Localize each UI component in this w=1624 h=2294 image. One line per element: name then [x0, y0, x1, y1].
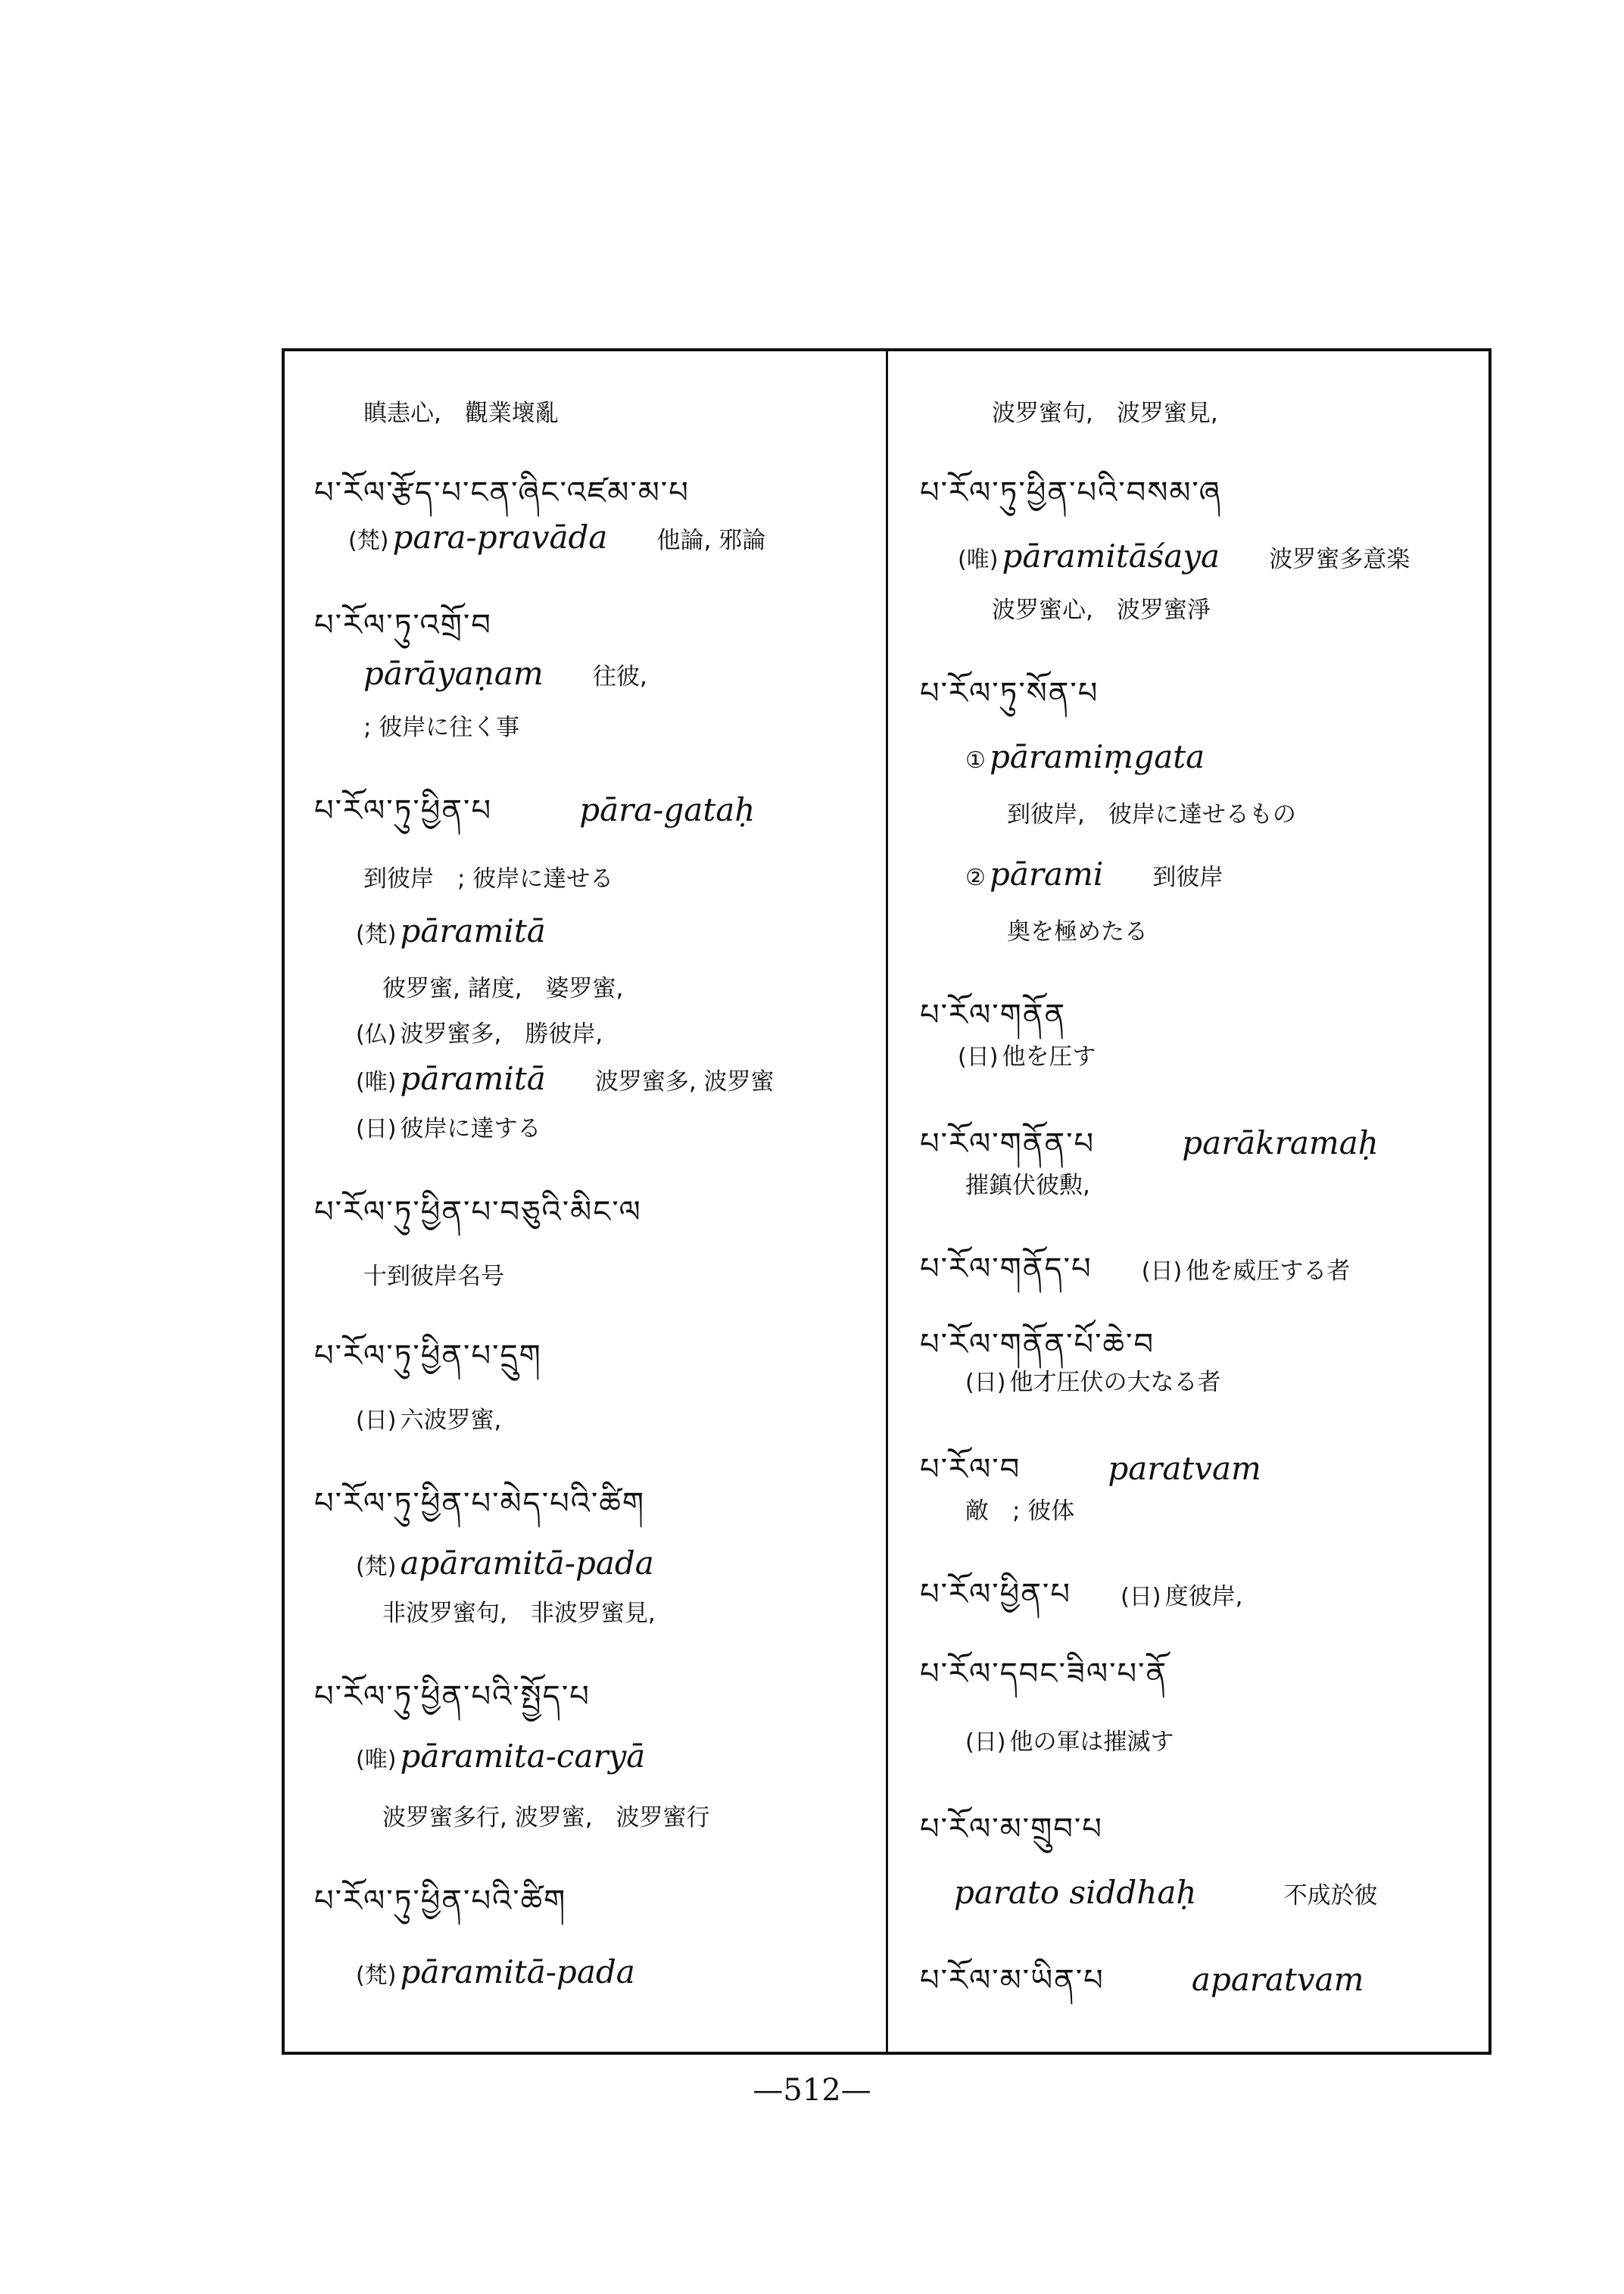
left-entry-5: (唯) pāramitā 波罗蜜多, 波罗蜜 — [356, 1060, 775, 1097]
left-line-3: 到彼岸 ; 彼岸に達せる — [363, 865, 614, 893]
left-tibetan-3: པ་རོལ་ཏུ་ཕྱིན་པ pāra-gataḥ — [314, 791, 756, 828]
right-tibetan-8: པ་རོལ་ཕྱིན་པ (日) 度彼岸, — [920, 1577, 1243, 1612]
left-entry-3: (梵) pāramitā — [356, 912, 546, 949]
right-entry-7: parato siddhaḥ 不成於彼 — [954, 1874, 1378, 1911]
right-tibetan-10: པ་རོལ་མ་གྲུབ་པ — [920, 1812, 1103, 1847]
right-entry-2: ① pāramiṃgata — [965, 738, 1205, 775]
left-entry-10: (梵) pāramitā-pada — [356, 1953, 635, 1990]
right-tibetan-5: པ་རོལ་གནོད་པ (日) 他を威圧する者 — [920, 1251, 1351, 1286]
left-line-2: ; 彼岸に往く事 — [363, 714, 520, 741]
left-entry-6: (日) 彼岸に達する — [356, 1115, 541, 1142]
right-tibetan-7: པ་རོལ་བ paratvam — [920, 1450, 1261, 1487]
left-entry-7: (日) 六波罗蜜, — [356, 1407, 502, 1434]
right-tibetan-11: པ་རོལ་མ་ཡིན་པ aparatvam — [920, 1961, 1364, 1998]
right-tibetan-4: པ་རོལ་གནོན་པ parākramaḥ — [920, 1124, 1379, 1161]
left-entry-8: (梵) apāramitā-pada — [356, 1544, 654, 1582]
left-line-6: 非波罗蜜句, 非波罗蜜見, — [382, 1600, 656, 1627]
right-line-6: 敵 ; 彼体 — [965, 1498, 1075, 1525]
right-tibetan-9: པ་རོལ་དབང་ཟིལ་པ་ནོ — [920, 1657, 1168, 1691]
right-tibetan-3: པ་རོལ་གནོན — [920, 998, 1067, 1033]
right-line-4: 奥を極めたる — [1007, 918, 1148, 946]
right-tibetan-6: པ་རོལ་གནོན་པོ་ཆེ་བ — [920, 1327, 1155, 1362]
right-entry-4: (日) 他を圧す — [958, 1043, 1096, 1071]
left-tibetan-1: པ་རོལ་རྩོད་པ་ངན་ཞིང་འཛམ་མ་པ — [314, 475, 690, 510]
left-entry-4: (仏) 波罗蜜多, 勝彼岸, — [356, 1021, 603, 1048]
right-entry-6: (日) 他の軍は摧滅す — [965, 1728, 1174, 1756]
right-line-5: 摧鎮伏彼勲, — [965, 1172, 1090, 1199]
left-entry-1: (梵) para-pravāda 他論, 邪論 — [348, 519, 766, 556]
right-line-2: 波罗蜜心, 波罗蜜淨 — [992, 597, 1211, 624]
left-tibetan-4: པ་རོལ་ཏུ་ཕྱིན་པ་བཅུའི་མིང་ལ — [314, 1195, 642, 1230]
page-number: —512— — [753, 2073, 871, 2108]
left-entry-9: (唯) pāramita-caryā — [356, 1738, 646, 1775]
left-tibetan-2: པ་རོལ་ཏུ་འགྲོ་བ — [314, 608, 492, 643]
right-tibetan-1: པ་རོལ་ཏུ་ཕྱིན་པའི་བསམ་ཞ — [920, 475, 1222, 510]
right-line-3: 到彼岸, 彼岸に達せるもの — [1007, 801, 1296, 828]
left-line-7: 波罗蜜多行, 波罗蜜, 波罗蜜行 — [382, 1804, 710, 1831]
right-entry-1: (唯) pāramitāśaya 波罗蜜多意楽 — [958, 538, 1410, 575]
left-tibetan-8: པ་རོལ་ཏུ་ཕྱིན་པའི་ཚིག — [314, 1884, 567, 1918]
right-tibetan-2: པ་རོལ་ཏུ་སོན་པ — [920, 676, 1099, 711]
right-entry-5: (日) 他才圧伏の大なる者 — [965, 1369, 1221, 1396]
left-line-4: 彼罗蜜, 諸度, 婆罗蜜, — [382, 975, 624, 1002]
left-entry-2: pārāyaṇam 往彼, — [363, 655, 647, 692]
right-entry-3: ② pārami 到彼岸 — [965, 856, 1223, 893]
column-divider — [886, 348, 888, 2055]
left-tibetan-5: པ་རོལ་ཏུ་ཕྱིན་པ་དྲུག — [314, 1339, 542, 1373]
left-line-5: 十到彼岸名号 — [363, 1263, 504, 1290]
left-line-1: 瞋恚心, 觀業壞亂 — [363, 400, 559, 427]
right-line-1: 波罗蜜句, 波罗蜜見, — [992, 400, 1218, 427]
left-tibetan-6: པ་རོལ་ཏུ་ཕྱིན་པ་མེད་པའི་ཚིག — [314, 1486, 645, 1521]
left-tibetan-7: པ་རོལ་ཏུ་ཕྱིན་པའི་སྤྱོད་པ — [314, 1679, 591, 1714]
